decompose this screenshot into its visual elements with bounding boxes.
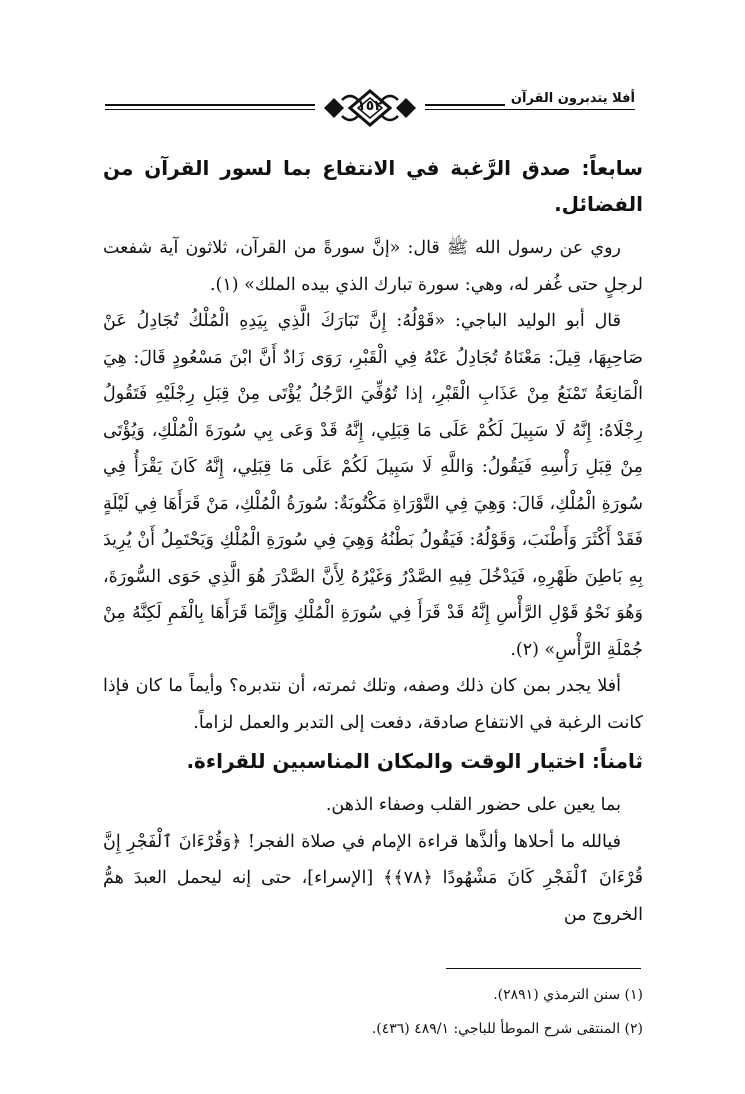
paragraph-reflection: أفلا يجدر بمن كان ذلك وصفه، وتلك ثمرته، أن نتدبره؟ وأيماً ما كان فإذا كانت الرغبة في الانتفاع صادقة، دفعت إلى التدبر والعمل لزاماً. xyxy=(103,676,643,733)
footnote-separator xyxy=(446,968,641,969)
page-header xyxy=(105,88,635,128)
paragraph-fajr: فيالله ما أحلاها وألذَّها قراءة الإمام في صلاة الفجر! ﴿وَقُرْءَانَ ٱلْفَجْرِ إِنَّ قُرْءَانَ ٱلْفَجْرِ كَانَ مَشْهُودًا ﴿٧٨﴾﴾ [الإسراء]، حتى إنه ليحمل العبدَ همُّ الخروج من xyxy=(103,831,643,925)
footnotes xyxy=(103,978,643,1046)
section-heading-eighth: ثامناً: اختيار الوقت والمكان المناسبين للقراءة. xyxy=(186,749,643,773)
page-number: ١٥٢ xyxy=(357,98,383,114)
paragraph-focus: بما يعين على حضور القلب وصفاء الذهن. xyxy=(325,795,621,815)
footnote-2: (٢) المنتقى شرح الموطأ للباجي: ٤٨٩/١ (٤٣٦). xyxy=(371,1021,643,1037)
section-heading-seventh: سابعاً: صدق الرَّغبة في الانتفاع بما لسور القرآن من الفضائل. xyxy=(103,156,643,216)
running-title: أفلا يتدبرون القرآن xyxy=(505,91,635,106)
main-text xyxy=(103,150,643,933)
paragraph-hadith: روي عن رسول الله ﷺ قال: «إنَّ سورةً من القرآن، ثلاثون آية شفعت لرجلٍ حتى غُفر له، وهي: سورة تبارك الذي بيده الملك» (١). xyxy=(103,238,643,295)
footnote-1: (١) سنن الترمذي (٢٨٩١). xyxy=(493,987,643,1003)
paragraph-baji-quote: قال أبو الوليد الباجي: «قَوْلُهُ: إِنَّ تَبَارَكَ الَّذِي بِيَدِهِ الْمُلْكُ تُجَادِلُ عَنْ صَاحِبِهَا، قِيلَ: مَعْنَاهُ تُجَادِلُ عَنْهُ فِي الْقَبْرِ، رَوَى زَادٌ أَنَّ ابْنَ مَسْعُودٍ قَالَ: هِيَ الْمَانِعَةُ تَمْنَعُ مِنْ عَذَابِ الْقَبْرِ، إذا تُوُفِّيَ الرَّجُلُ يُؤْتَى مِنْ قِبَلِ رِجْلَيْهِ فَتَقُولُ رِجْلَاهُ: إِنَّهُ لَا سَبِيلَ لَكُمْ عَلَى مَا قِبَلِي، إِنَّهُ قَدْ وَعَى بِي سُورَةَ الْمُلْكِ، وَيُؤْتَى مِنْ قِبَلِ رَأْسِهِ فَيَقُولُ: وَاللَّهِ لَا سَبِيلَ لَكُمْ عَلَى مَا قِبَلِي، إِنَّهُ كَانَ يَقْرَأُ فِي سُورَةِ الْمُلْكِ، قَالَ: وَهِيَ فِي التَّوْرَاةِ مَكْتُوبَةٌ: سُورَةُ الْمُلْكِ، مَنْ قَرَأَهَا فِي لَيْلَةٍ فَقَدْ أَكْثَرَ وَأَطْنَبَ، وَقَوْلُهُ: فَيَقُولُ بَطْنُهُ وَهِيَ فِي سُورَةِ الْمُلْكِ وَيَحْتَمِلُ أَنْ يُرِيدَ بِهِ بَاطِنَ ظَهْرِهِ، فَيَدْخُلَ فِيهِ الصَّدْرُ وَغَيْرُهُ لِأَنَّ الصَّدْرَ هُوَ الَّذِي حَوَى السُّورَةَ، وَهُوَ نَحْوُ قَوْلِ الرَّأْسِ إِنَّهُ قَدْ قَرَأَ فِي سُورَةِ الْمُلْكِ وَإِنَّمَا قَرَأَهَا بِالْفَمِ لَكِنَّهُ مِنْ جُمْلَةِ الرَّأْسِ» (٢). xyxy=(103,311,643,660)
header-rule-left xyxy=(105,104,315,110)
